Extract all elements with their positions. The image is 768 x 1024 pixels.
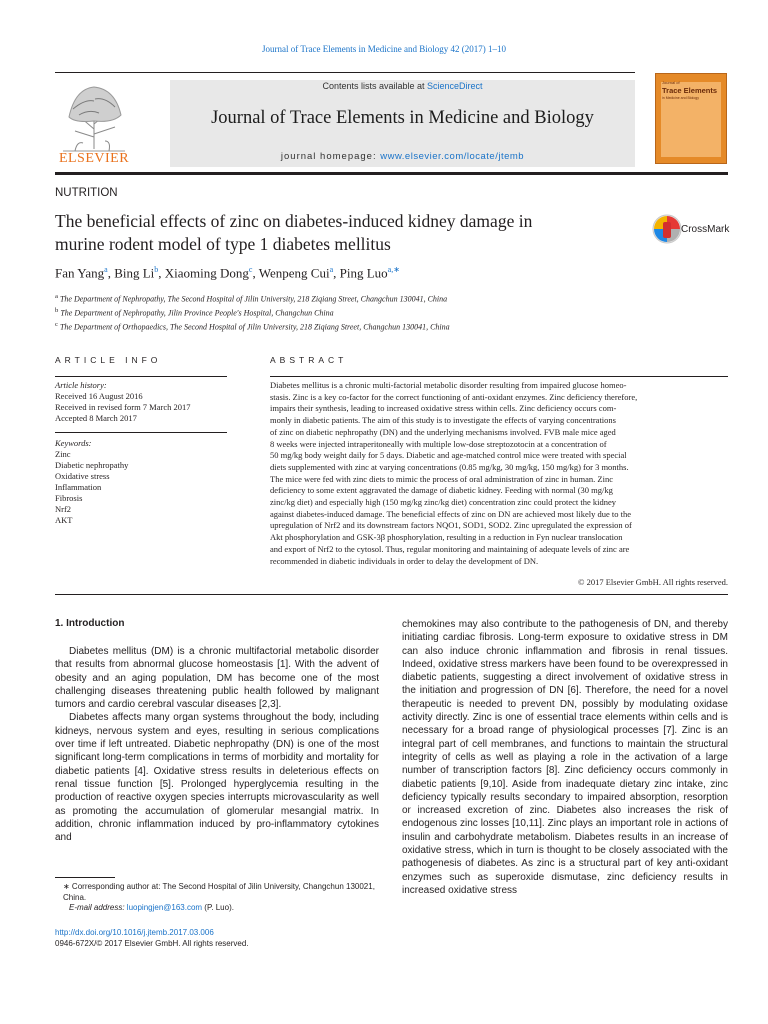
history-revised: Received in revised form 7 March 2017	[55, 402, 191, 412]
keyword-item: Diabetic nephropathy	[55, 460, 129, 470]
abstract-body	[270, 380, 728, 567]
issn-line: 0946-672X/© 2017 Elsevier GmbH. All rights reserved.	[55, 938, 249, 948]
header-bottom-rule	[55, 172, 728, 175]
affiliation-line	[55, 319, 450, 333]
title-line-2: murine rodent model of type 1 diabetes mellitus	[55, 234, 391, 254]
keyword-item: AKT	[55, 515, 73, 525]
author-affil-mark[interactable]: b	[154, 265, 159, 274]
email-label: E-mail address:	[69, 903, 127, 913]
article-info-heading: ARTICLE INFO	[55, 355, 162, 365]
abstract-line: Akt phosphorylation and GSK-3β phosphorylation, resulting in a reduction in Fyn nuclear translocation	[270, 532, 623, 543]
abstract-line: 50 mg/kg body weight daily for 5 days. Diabetic and age-matched control mice were treated with special	[270, 450, 627, 461]
abstract-line: upregulation of Nrf2 and its downstream factors NQO1, SOD1, SOD2. Zinc upregulated the expression of	[270, 520, 632, 531]
cover-title-line2: Trace Elements	[662, 86, 718, 95]
author-name[interactable]: Ping Luo	[339, 265, 388, 281]
email-suffix: (P. Luo).	[202, 903, 234, 913]
sciencedirect-link[interactable]: ScienceDirect	[427, 81, 483, 91]
abstract-line: monly in diabetic patients. The aim of this study is to investigate the effects of varying concentrations	[270, 415, 616, 426]
keyword-item: Nrf2	[55, 504, 72, 514]
homepage-prefix: journal homepage:	[280, 151, 381, 162]
body-paragraph: chemokines may also contribute to the pathogenesis of DN, and thereby initiating cardiac fibrosis. Long-term exposure to oxidative stress in DM can also induce chronic inflammation and fibrosis in renal tissues. Indeed, oxidative stress markers have been found to be overexpressed in diabetic patients, suggesting a direct involvement of oxidative stress in the initiation and progression of DN [6]. Therefore, the need for a novel therapeutic is needed to prevent DN, possibly by modulating oxidase activity directly. Zinc is one of essential trace elements within cells and is necessary for a broad range of physiological processes [7]. Zinc is an integral part of cell membranes, and functions to maintain the structural integrity of cells as well as playing a role in the activation of a large number of transcription factors [8]. Zinc deficiency occurs commonly in diabetic patients [9,10]. Aside from inadequate dietary zinc intake, zinc deficiency typically results secondary to impaired absorption, resorption or increased excretion of zinc. Diabetes also increases the risk of endogenous zinc losses [10,11]. Zinc plays an important role in actions of insulin and carbohydrate metabolism. Diabetes results in an increase of oxidative stress, which in turn is thought to be closely associated with the pathogenesis of diabetes. As zinc is a structural part of key anti-oxidant enzymes such as superoxide dismutase, zinc deficiency results in increased oxidative stress	[402, 619, 728, 896]
author-affil-mark[interactable]: a	[329, 265, 334, 274]
article-history	[55, 380, 227, 424]
doi-block	[55, 928, 249, 950]
article-title	[55, 210, 635, 256]
title-line-1: The beneficial effects of zinc on diabetes-induced kidney damage in	[55, 211, 533, 231]
cover-title-line1: Journal of	[662, 80, 680, 85]
abstract-line: 8 weeks were injected intraperitoneally with multiple low-dose streptozotocin at a concentration of	[270, 438, 607, 449]
keywords-label: Keywords:	[55, 438, 92, 448]
abstract-rule	[270, 376, 728, 377]
author-list: Fan Yang$^a$, Bing Li$^b$, Xiaoming Dong$^c$, Wenpeng Cui$^a$, Ping Luo$^{a,∗}$	[55, 265, 400, 281]
abstract-line: and export of Nrf2 to the cytosol. Thus, regular monitoring and maintaining of adequate levels of zinc are	[270, 543, 630, 554]
homepage-link[interactable]: www.elsevier.com/locate/jtemb	[380, 151, 525, 162]
affiliation-text: The Department of Nephropathy, Jilin Province People's Hospital, Changchun China	[60, 308, 334, 318]
section-heading-introduction: 1. Introduction	[55, 618, 125, 629]
abstract-line: of zinc on diabetic nephropathy (DN) and the underlying mechanisms involved. FVB male mice aged	[270, 426, 616, 437]
history-label: Article history:	[55, 380, 107, 390]
body-paragraph: Diabetes mellitus (DM) is a chronic multifactorial metabolic disorder that results from abnormal glucose homeostasis [1]. With the advent of obesity and an aging population, DM has become one of the most challenging diseases threatening public health followed by malignant tumors and cardio cerebral vascular diseases [2,3].	[55, 646, 379, 711]
journal-homepage	[170, 151, 635, 162]
article-info-rule	[55, 376, 227, 377]
author-affil-mark[interactable]: a,∗	[387, 265, 400, 274]
footnote	[55, 882, 380, 914]
history-received: Received 16 August 2016	[55, 391, 143, 401]
contents-prefix: Contents lists available at	[322, 81, 428, 91]
footnote-rule	[55, 877, 115, 878]
history-rule	[55, 432, 227, 433]
header-top-rule	[55, 72, 635, 73]
affiliation-mark: c	[55, 320, 58, 328]
affiliation-line	[55, 291, 450, 305]
abstract-line: The mice were fed with zinc diets to mimic the process of oral administration of zinc in human. Zinc	[270, 473, 613, 484]
crossmark-label[interactable]: CrossMark	[681, 224, 730, 235]
abstract-line: diets supplemented with zinc at varying concentrations (0.85 mg/kg, 30 mg/kg, 150 mg/kg) for 3 months.	[270, 461, 629, 472]
section-label: NUTRITION	[55, 187, 118, 199]
affiliation-line	[55, 305, 450, 319]
email-link[interactable]: luopingjen@163.com	[126, 903, 203, 913]
abstract-line: deficiency to some extent aggravated the damage of diabetic kidney. Feeding with normal (30 mg/kg	[270, 485, 613, 496]
affiliation-mark: b	[55, 306, 59, 314]
abstract-heading: ABSTRACT	[270, 355, 348, 365]
author-name[interactable]: Bing Li	[114, 265, 155, 281]
keyword-item: Fibrosis	[55, 493, 83, 503]
email-line	[55, 903, 380, 914]
cover-subtitle: in Medicine and Biology	[662, 96, 699, 100]
doi-link[interactable]: http://dx.doi.org/10.1016/j.jtemb.2017.03.006	[55, 928, 214, 937]
abstract-line: impairs their synthesis, leading to increased oxidative stress within cells. Zinc deficiency occurs com-	[270, 403, 617, 414]
affiliation-text: The Department of Nephropathy, The Second Hospital of Jilin University, 218 Ziqiang Street, Changchun 130041, China	[59, 294, 448, 304]
keyword-item: Oxidative stress	[55, 471, 110, 481]
journal-reference[interactable]: Journal of Trace Elements in Medicine and Biology 42 (2017) 1–10	[262, 44, 506, 54]
journal-cover-image[interactable]	[655, 73, 727, 164]
affiliation-mark: a	[55, 293, 58, 300]
body-column-right	[402, 618, 728, 897]
cover-title	[662, 78, 717, 95]
keyword-item: Inflammation	[55, 482, 102, 492]
affiliations	[55, 291, 450, 333]
author-name[interactable]: Wenpeng Cui	[258, 265, 330, 281]
corresponding-author-note: ∗ Corresponding author at: The Second Hospital of Jilin University, Changchun 130021, China.	[63, 882, 375, 902]
elsevier-wordmark: ELSEVIER	[58, 151, 130, 166]
abstract-line: recommended in diabetic individuals in order to delay the development of DN.	[270, 555, 539, 566]
keyword-item: Zinc	[55, 449, 71, 459]
journal-title: Journal of Trace Elements in Medicine and Biology	[211, 108, 594, 128]
affiliation-text: The Department of Orthopaedics, The Second Hospital of Jilin University, 218 Ziqiang Street, Changchun 130041, China	[59, 322, 450, 332]
body-paragraph: Diabetes affects many organ systems throughout the body, including kidneys, nervous system and eyes, resulting in serious complications over time if left untreated. Diabetic nephropathy (DN) is one of the most significant long-term complications in terms of morbidity and mortality for diabetic patients [4]. Oxidative stress results in deleterious effects on renal tissue function [5]. Prolonged hyperglycemia resulting in the production of reactive oxygen species interrupts microvascularity as well as promoting the accumulation of glomerular mesangial matrix. In addition, chronic inflammation induced by pro-inflammatory cytokines and	[55, 712, 379, 844]
author-affil-mark[interactable]: a	[104, 265, 108, 274]
abstract-line: zinc/kg diet) and especially high (150 mg/kg zinc/kg diet) concentration zinc could protect the kidney	[270, 497, 617, 508]
author-affil-mark[interactable]: c	[248, 265, 253, 274]
contents-line	[170, 81, 635, 91]
abstract-line: against diabetes-induced damage. The beneficial effects of zinc on DN are achieved most likely due to the	[270, 508, 632, 519]
abstract-bottom-rule	[55, 594, 728, 595]
author-name[interactable]: Xiaoming Dong	[164, 265, 249, 281]
history-accepted: Accepted 8 March 2017	[55, 413, 137, 423]
author-name[interactable]: Fan Yang	[55, 265, 105, 281]
keywords	[55, 438, 227, 526]
abstract-copyright: © 2017 Elsevier GmbH. All rights reserved.	[578, 577, 728, 587]
body-column-left	[55, 645, 379, 844]
abstract-line: stasis. Zinc is a key co-factor for the correct functioning of anti-oxidant enzymes. Zinc deficiency therefore,	[270, 391, 638, 402]
abstract-line: Diabetes mellitus is a chronic multi-factorial metabolic disorder resulting from impaired glucose homeo-	[270, 380, 627, 390]
